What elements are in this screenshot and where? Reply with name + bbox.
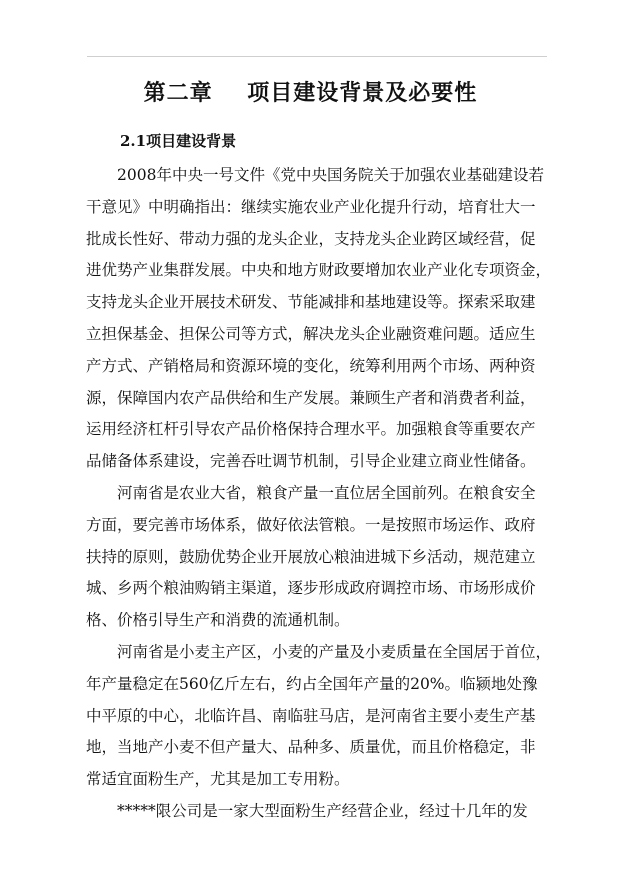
text-line: 中平原的中心，北临许昌、南临驻马店，是河南省主要小麦生产基 <box>86 706 536 725</box>
text-line: 批成长性好、带动力强的龙头企业，支持龙头企业跨区域经营，促 <box>86 229 536 248</box>
text-line: 干意见》中明确指出：继续实施农业产业化提升行动，培育壮大一 <box>86 197 536 216</box>
text-line: 年产量稳定在560亿斤左右，约占全国年产量的20%。临颍地处豫 <box>86 674 538 693</box>
text-line: 河南省是小麦主产区，小麦的产量及小麦质量在全国居于首位， <box>117 642 552 661</box>
chapter-title: 第二章 项目建设背景及必要性 <box>143 80 478 106</box>
text-line: 产方式、产销格局和资源环境的变化，统筹利用两个市场、两种资 <box>86 356 536 375</box>
text-line: 格、价格引导生产和消费的流通机制。 <box>86 611 350 630</box>
text-line: 扶持的原则，鼓励优势企业开展放心粮油进城下乡活动，规范建立 <box>86 547 536 566</box>
text-line: 常适宜面粉生产，尤其是加工专用粉。 <box>86 770 350 789</box>
text-line: 方面，要完善市场体系，做好依法管粮。一是按照市场运作、政府 <box>86 515 536 534</box>
section-heading: 2.1项目建设背景 <box>120 132 237 150</box>
text-line: 城、乡两个粮油购销主渠道，逐步形成政府调控市场、市场形成价 <box>86 579 536 598</box>
text-line: 支持龙头企业开展技术研发、节能减排和基地建设等。探索采取建 <box>86 293 536 312</box>
text-line: 品储备体系建设，完善吞吐调节机制，引导企业建立商业性储备。 <box>86 452 536 471</box>
text-line: 2008年中央一号文件《党中央国务院关于加强农业基础建设若 <box>117 166 544 184</box>
header-rule <box>87 56 547 57</box>
text-line: 进优势产业集群发展。中央和地方财政要增加农业产业化专项资金， <box>86 261 552 280</box>
text-line: 立担保基金、担保公司等方式，解决龙头企业融资难问题。适应生 <box>86 324 536 343</box>
text-line: 河南省是农业大省，粮食产量一直位居全国前列。在粮食安全 <box>117 483 536 502</box>
text-line: *****限公司是一家大型面粉生产经营企业，经过十几年的发 <box>117 801 528 820</box>
text-line: 运用经济杠杆引导农产品价格保持合理水平。加强粮食等重要农产 <box>86 420 536 439</box>
text-line: 地，当地产小麦不但产量大、品种多、质量优，而且价格稳定，非 <box>86 738 536 757</box>
body-text <box>86 160 552 828</box>
text-line: 源，保障国内农产品供给和生产发展。兼顾生产者和消费者利益， <box>86 388 536 407</box>
